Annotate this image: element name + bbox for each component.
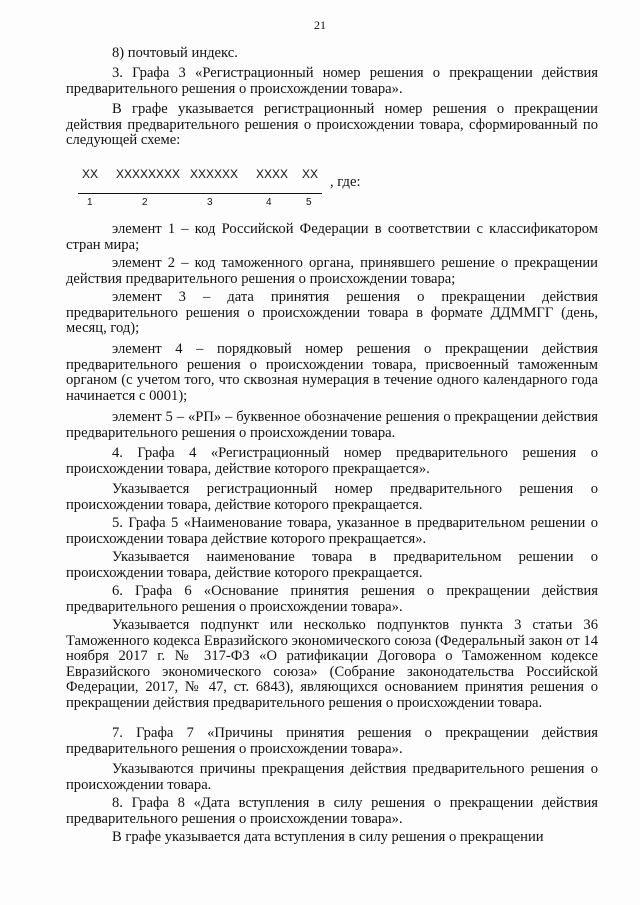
scheme-pos-3: 3 <box>207 197 213 208</box>
paragraph: элемент 2 – код таможенного органа, принявшего решение о прекращении действия предварительного решения о происхождении товара; <box>66 255 598 287</box>
scheme-underline <box>78 193 322 194</box>
paragraph: элемент 4 – порядковый номер решения о прекращении действия предварительного решения о происхождении товара, присвоенный таможенным органом (с учетом того, что сквозная нумерация в течение одного календарного года начинается с 0001); <box>66 341 598 404</box>
paragraph: 3. Графа 3 «Регистрационный номер решения о прекращении действия предварительного решения о происхождении товара». <box>66 65 598 97</box>
paragraph: элемент 1 – код Российской Федерации в соответствии с классификатором стран мира; <box>66 221 598 253</box>
paragraph: 8. Графа 8 «Дата вступления в силу решения о прекращении действия предварительного решения о происхождении товара». <box>66 795 598 827</box>
scheme-code-4: XXXX <box>256 167 289 181</box>
scheme-code-3: XXXXXX <box>190 167 239 181</box>
paragraph: элемент 3 – дата принятия решения о прекращении действия предварительного решения о происхождении товара в формате ДДММГГ (день, месяц, год); <box>66 289 598 337</box>
paragraph: 7. Графа 7 «Причины принятия решения о прекращении действия предварительного решения о происхождении товара». <box>66 725 598 757</box>
scheme-pos-2: 2 <box>142 197 148 208</box>
text-line: 8) почтовый индекс. <box>112 45 238 61</box>
scheme-code-5: XX <box>302 167 319 181</box>
scheme-where: , где: <box>330 174 361 190</box>
paragraph: В графе указывается дата вступления в силу решения о прекращении <box>112 829 544 845</box>
paragraph: Указывается подпункт или несколько подпунктов пункта 3 статьи 36 Таможенного кодекса Евразийского экономического союза (Федеральный закон от 14 ноября 2017 г. № 317-ФЗ «О ратификации Договора о Таможенном кодексе Евразийского экономического союза» (Собрание законодательства Российской Федерации, 2017, № 47, ст. 6843), являющихся основанием принятия решения о прекращении действия предварительного решения о происхождении товара. <box>66 617 598 711</box>
page-number: 21 <box>314 18 326 32</box>
scheme-pos-1: 1 <box>87 197 93 208</box>
paragraph: Указывается наименование товара в предварительном решении о происхождении товара, действие которого прекращается. <box>66 549 598 581</box>
paragraph: Указывается регистрационный номер предварительного решения о происхождении товара, действие которого прекращается. <box>66 481 598 513</box>
paragraph: 6. Графа 6 «Основание принятия решения о прекращении действия предварительного решения о происхождении товара». <box>66 583 598 615</box>
paragraph: Указываются причины прекращения действия предварительного решения о происхождении товара. <box>66 761 598 793</box>
scheme-pos-4: 4 <box>266 197 272 208</box>
scheme-pos-5: 5 <box>306 197 312 208</box>
paragraph: 4. Графа 4 «Регистрационный номер предварительного решения о происхождении товара, действие которого прекращается». <box>66 445 598 477</box>
scheme-code-2: XXXXXXXX <box>116 167 181 181</box>
paragraph: элемент 5 – «РП» – буквенное обозначение решения о прекращении действия предварительного решения о происхождении товара. <box>66 409 598 441</box>
paragraph: 5. Графа 5 «Наименование товара, указанное в предварительном решении о происхождении товара действие которого прекращается». <box>66 515 598 547</box>
scheme-code-1: XX <box>82 167 99 181</box>
paragraph: В графе указывается регистрационный номер решения о прекращении действия предварительного решения о происхождении товара, сформированный по следующей схеме: <box>66 101 598 149</box>
